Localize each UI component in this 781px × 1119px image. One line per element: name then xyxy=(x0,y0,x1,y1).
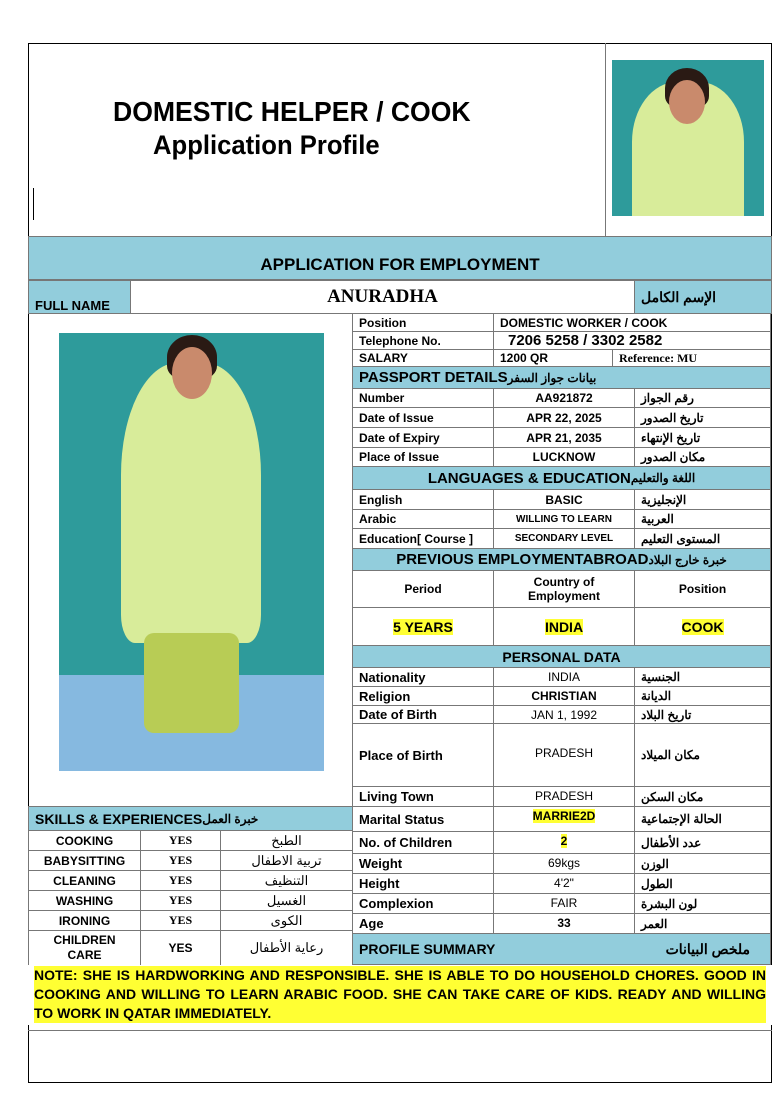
personal-value xyxy=(493,723,635,787)
personal-label xyxy=(352,723,494,787)
personal-label-ar xyxy=(634,786,771,807)
personal-label-ar-text: الجنسية xyxy=(641,670,681,684)
language-label-ar-text: العربية xyxy=(641,512,674,526)
document-title: DOMESTIC HELPER / COOK xyxy=(113,96,471,127)
skills-title-ar: خبرة العمل xyxy=(202,811,259,826)
personal-label xyxy=(352,873,494,894)
language-label-text: Arabic xyxy=(359,512,397,526)
personal-label-ar xyxy=(634,831,771,854)
banner xyxy=(28,236,772,280)
personal-label-ar xyxy=(634,853,771,874)
skill-label xyxy=(28,850,141,871)
previous-employment-section-title: PREVIOUS EMPLOYMENTABROAD xyxy=(396,551,649,568)
personal-value-text: CHRISTIAN xyxy=(531,689,597,703)
personal-value xyxy=(493,686,635,706)
personal-label-ar xyxy=(634,723,771,787)
salary-value xyxy=(493,349,613,367)
personal-label-ar-text: مكان السكن xyxy=(641,789,704,804)
personal-value xyxy=(493,806,635,832)
skill-value xyxy=(140,830,221,851)
job-value xyxy=(493,313,771,332)
personal-label-ar-text: العمر xyxy=(641,916,668,931)
passport-label xyxy=(352,447,494,467)
languages-section-title: LANGUAGES & EDUCATION xyxy=(427,469,631,487)
skill-value-text: YES xyxy=(168,893,193,907)
job-value-text: DOMESTIC WORKER / COOK xyxy=(500,315,668,330)
personal-label-ar xyxy=(634,893,771,914)
document-subtitle: Application Profile xyxy=(153,130,380,160)
personal-value-text: INDIA xyxy=(547,670,580,684)
skill-label-ar xyxy=(220,910,353,931)
reference-value-text: Reference: MU xyxy=(619,350,698,365)
skill-label-ar xyxy=(220,890,353,911)
personal-label-ar xyxy=(634,667,771,687)
personal-value xyxy=(493,893,635,914)
skills-section xyxy=(28,806,353,831)
skill-label-text: WASHING xyxy=(55,893,114,908)
passport-label xyxy=(352,388,494,408)
passport-value xyxy=(493,447,635,467)
personal-label-text: Marital Status xyxy=(359,811,445,827)
passport-label-ar xyxy=(634,407,771,428)
personal-label-ar-text: مكان الميلاد xyxy=(641,748,700,762)
previous-employment-header-text: Position xyxy=(678,582,727,596)
passport-label xyxy=(352,407,494,428)
language-label-ar xyxy=(634,509,771,529)
previous-employment-value-text: 5 YEARS xyxy=(393,618,453,635)
previous-employment-section-title-ar: خبرة خارج البلاد xyxy=(648,552,727,567)
passport-value-text: APR 22, 2025 xyxy=(526,410,602,425)
personal-label-ar-text: لون البشرة xyxy=(641,896,698,911)
job-value xyxy=(493,331,771,350)
full-name-label: FULL NAME xyxy=(28,280,131,314)
skill-label xyxy=(28,910,141,931)
personal-label xyxy=(352,806,494,832)
skill-value xyxy=(140,930,221,966)
language-label xyxy=(352,489,494,510)
personal-label xyxy=(352,686,494,706)
skill-value xyxy=(140,890,221,911)
skill-label xyxy=(28,830,141,851)
personal-value xyxy=(493,873,635,894)
personal-label-ar xyxy=(634,686,771,706)
language-label-ar-text: الإنجليزية xyxy=(641,492,687,507)
personal-value-text: FAIR xyxy=(550,896,578,910)
personal-label xyxy=(352,786,494,807)
passport-label-text: Date of Expiry xyxy=(359,430,440,445)
personal-label-text: Place of Birth xyxy=(359,747,443,763)
divider xyxy=(605,43,606,236)
personal-label xyxy=(352,831,494,854)
previous-employment-value-text: COOK xyxy=(681,618,724,635)
personal-value xyxy=(493,831,635,854)
skill-value-text: YES xyxy=(168,853,193,867)
personal-label xyxy=(352,853,494,874)
passport-label-ar-text: تاريخ الصدور xyxy=(641,410,704,425)
personal-label xyxy=(352,705,494,724)
language-value-text: WILLING TO LEARN xyxy=(516,513,612,525)
previous-employment-header-text: Period xyxy=(404,582,442,596)
personal-label xyxy=(352,667,494,687)
profile-note xyxy=(28,965,772,1025)
skill-label-ar xyxy=(220,850,353,871)
passport-label-ar-text: مكان الصدور xyxy=(641,450,706,464)
personal-label-ar xyxy=(634,705,771,724)
personal-label-ar-text: الوزن xyxy=(641,856,669,871)
personal-label-text: Nationality xyxy=(359,669,426,685)
divider xyxy=(33,188,34,220)
personal-value-text: MARRIE2D xyxy=(532,809,596,823)
passport-label-ar-text: رقم الجواز xyxy=(641,391,694,405)
full-name-label-ar: الإسم الكامل xyxy=(634,280,772,314)
skill-label-ar-text: تربية الاطفال xyxy=(251,852,322,868)
personal-label-text: Complexion xyxy=(359,896,434,911)
skill-label-ar-text: الطبخ xyxy=(271,832,302,848)
passport-value xyxy=(493,388,635,408)
languages-section xyxy=(352,466,771,490)
profile-summary-section xyxy=(352,933,771,965)
personal-label xyxy=(352,913,494,934)
personal-value xyxy=(493,913,635,934)
language-value xyxy=(493,509,635,529)
previous-employment-header-text: Country of Employment xyxy=(527,575,600,603)
passport-section-title: PASSPORT DETAILS xyxy=(359,369,508,386)
personal-value-text: 69kgs xyxy=(547,856,581,870)
language-label-ar xyxy=(634,528,771,549)
personal-value xyxy=(493,667,635,687)
previous-employment-header xyxy=(493,570,635,608)
job-label-text: Telephone No. xyxy=(359,333,441,348)
skill-label xyxy=(28,930,141,966)
language-value-text: SECONDARY LEVEL xyxy=(514,533,614,544)
personal-value-text: PRADESH xyxy=(534,789,593,803)
passport-label xyxy=(352,427,494,448)
personal-value-text: 4'2" xyxy=(554,876,574,890)
skill-label-ar xyxy=(220,830,353,851)
personal-label-text: Living Town xyxy=(359,789,434,804)
skills-title: SKILLS & EXPERIENCES xyxy=(35,810,203,827)
personal-value xyxy=(493,786,635,807)
personal-label-ar-text: الديانة xyxy=(641,689,672,703)
passport-section-title-ar: بيانات جواز السفر xyxy=(507,370,597,385)
personal-data-section-text: PERSONAL DATA xyxy=(502,648,621,665)
passport-value-text: LUCKNOW xyxy=(532,450,596,464)
passport-label-ar-text: تاريخ الإنتهاء xyxy=(641,430,701,445)
personal-value-text: 33 xyxy=(557,916,571,930)
language-label xyxy=(352,528,494,549)
personal-label-ar-text: الطول xyxy=(641,876,673,891)
banner-text: APPLICATION FOR EMPLOYMENT xyxy=(260,255,540,274)
skill-label-ar xyxy=(220,870,353,891)
full-name-value: ANURADHA xyxy=(130,280,635,314)
job-label-text: SALARY xyxy=(359,351,408,365)
language-label-text: English xyxy=(359,492,403,507)
previous-employment-header xyxy=(352,570,494,608)
personal-value-text: JAN 1, 1992 xyxy=(530,708,598,722)
skill-label-text: BABYSITTING xyxy=(43,853,126,868)
personal-label-ar-text: تاريخ البلاد xyxy=(641,707,692,722)
language-label-ar xyxy=(634,489,771,510)
passport-label-text: Number xyxy=(359,391,405,405)
personal-value xyxy=(493,853,635,874)
passport-label-ar xyxy=(634,427,771,448)
job-label-text: Position xyxy=(359,315,407,330)
profile-photo-large xyxy=(59,333,324,771)
job-value-text: 7206 5258 / 3302 2582 xyxy=(508,332,663,349)
job-label xyxy=(352,313,494,332)
passport-label-text: Place of Issue xyxy=(359,450,440,464)
skill-value-text: YES xyxy=(168,833,193,847)
passport-label-ar xyxy=(634,447,771,467)
language-value xyxy=(493,489,635,510)
job-label xyxy=(352,331,494,350)
passport-value-text: AA921872 xyxy=(535,391,593,405)
skill-label-text: COOKING xyxy=(55,833,114,848)
language-label-text: Education[ Course ] xyxy=(359,531,474,546)
profile-photo-small xyxy=(612,60,764,216)
passport-section xyxy=(352,366,771,389)
profile-summary-title: PROFILE SUMMARY xyxy=(359,941,496,957)
skill-value xyxy=(140,910,221,931)
language-label xyxy=(352,509,494,529)
passport-label-text: Date of Issue xyxy=(359,410,434,425)
previous-employment-section xyxy=(352,548,771,571)
personal-label-text: Age xyxy=(359,916,384,931)
skill-label-ar-text: رعاية الأطفال xyxy=(249,940,324,955)
personal-label-ar xyxy=(634,913,771,934)
empty-row xyxy=(28,1030,772,1031)
passport-value-text: APR 21, 2035 xyxy=(526,430,602,445)
skill-label-text: CHILDREN CARE xyxy=(53,933,116,962)
passport-value xyxy=(493,407,635,428)
skill-value-text: YES xyxy=(168,941,193,955)
skill-value xyxy=(140,850,221,871)
personal-label-ar-text: عدد الأطفال xyxy=(641,835,702,850)
language-value-text: BASIC xyxy=(545,492,583,507)
personal-label xyxy=(352,893,494,914)
language-value xyxy=(493,528,635,549)
reference-value xyxy=(612,349,771,367)
skill-label-ar-text: التنظيف xyxy=(264,872,309,888)
personal-label-ar xyxy=(634,806,771,832)
skill-value xyxy=(140,870,221,891)
personal-data-section xyxy=(352,645,771,668)
skill-value-text: YES xyxy=(168,913,193,927)
passport-label-ar xyxy=(634,388,771,408)
skill-label-text: IRONING xyxy=(58,913,111,928)
personal-label-text: Height xyxy=(359,876,400,891)
personal-label-text: Weight xyxy=(359,856,403,871)
personal-label-text: No. of Children xyxy=(359,835,453,850)
previous-employment-value xyxy=(493,607,635,646)
profile-summary-title-ar: ملخص البيانات xyxy=(665,940,750,957)
personal-value-text: 2 xyxy=(560,834,568,848)
personal-label-text: Religion xyxy=(359,688,411,704)
personal-label-text: Date of Birth xyxy=(359,707,437,722)
skill-label xyxy=(28,890,141,911)
languages-section-title-ar: اللغة والتعليم xyxy=(630,471,696,485)
previous-employment-value-text: INDIA xyxy=(544,618,584,635)
skill-label-ar-text: الغسيل xyxy=(266,892,307,908)
personal-value-text: PRADESH xyxy=(534,746,593,760)
language-label-ar-text: المستوى التعليم xyxy=(641,531,721,546)
profile-note-text: NOTE: SHE IS HARDWORKING AND RESPONSIBLE. SHE IS ABLE TO DO HOUSEHOLD CHORES. GOOD IN COOKING AND WILLING TO LEARN ARABIC FOOD. SHE CAN TAKE CARE OF KIDS. READY AND WILLING TO WORK IN QATAR IMMEDIATELY. xyxy=(34,967,766,1021)
skill-label-ar-text: الكوى xyxy=(270,912,303,928)
previous-employment-value xyxy=(634,607,771,646)
skill-label-text: CLEANING xyxy=(53,873,116,888)
personal-label-ar xyxy=(634,873,771,894)
personal-label-ar-text: الحالة الإجتماعية xyxy=(641,812,722,826)
previous-employment-value xyxy=(352,607,494,646)
personal-value xyxy=(493,705,635,724)
skill-label-ar xyxy=(220,930,353,966)
salary-value-text: 1200 QR xyxy=(500,351,549,365)
skill-label xyxy=(28,870,141,891)
skill-value-text: YES xyxy=(168,873,193,887)
passport-value xyxy=(493,427,635,448)
previous-employment-header xyxy=(634,570,771,608)
job-label xyxy=(352,349,494,367)
